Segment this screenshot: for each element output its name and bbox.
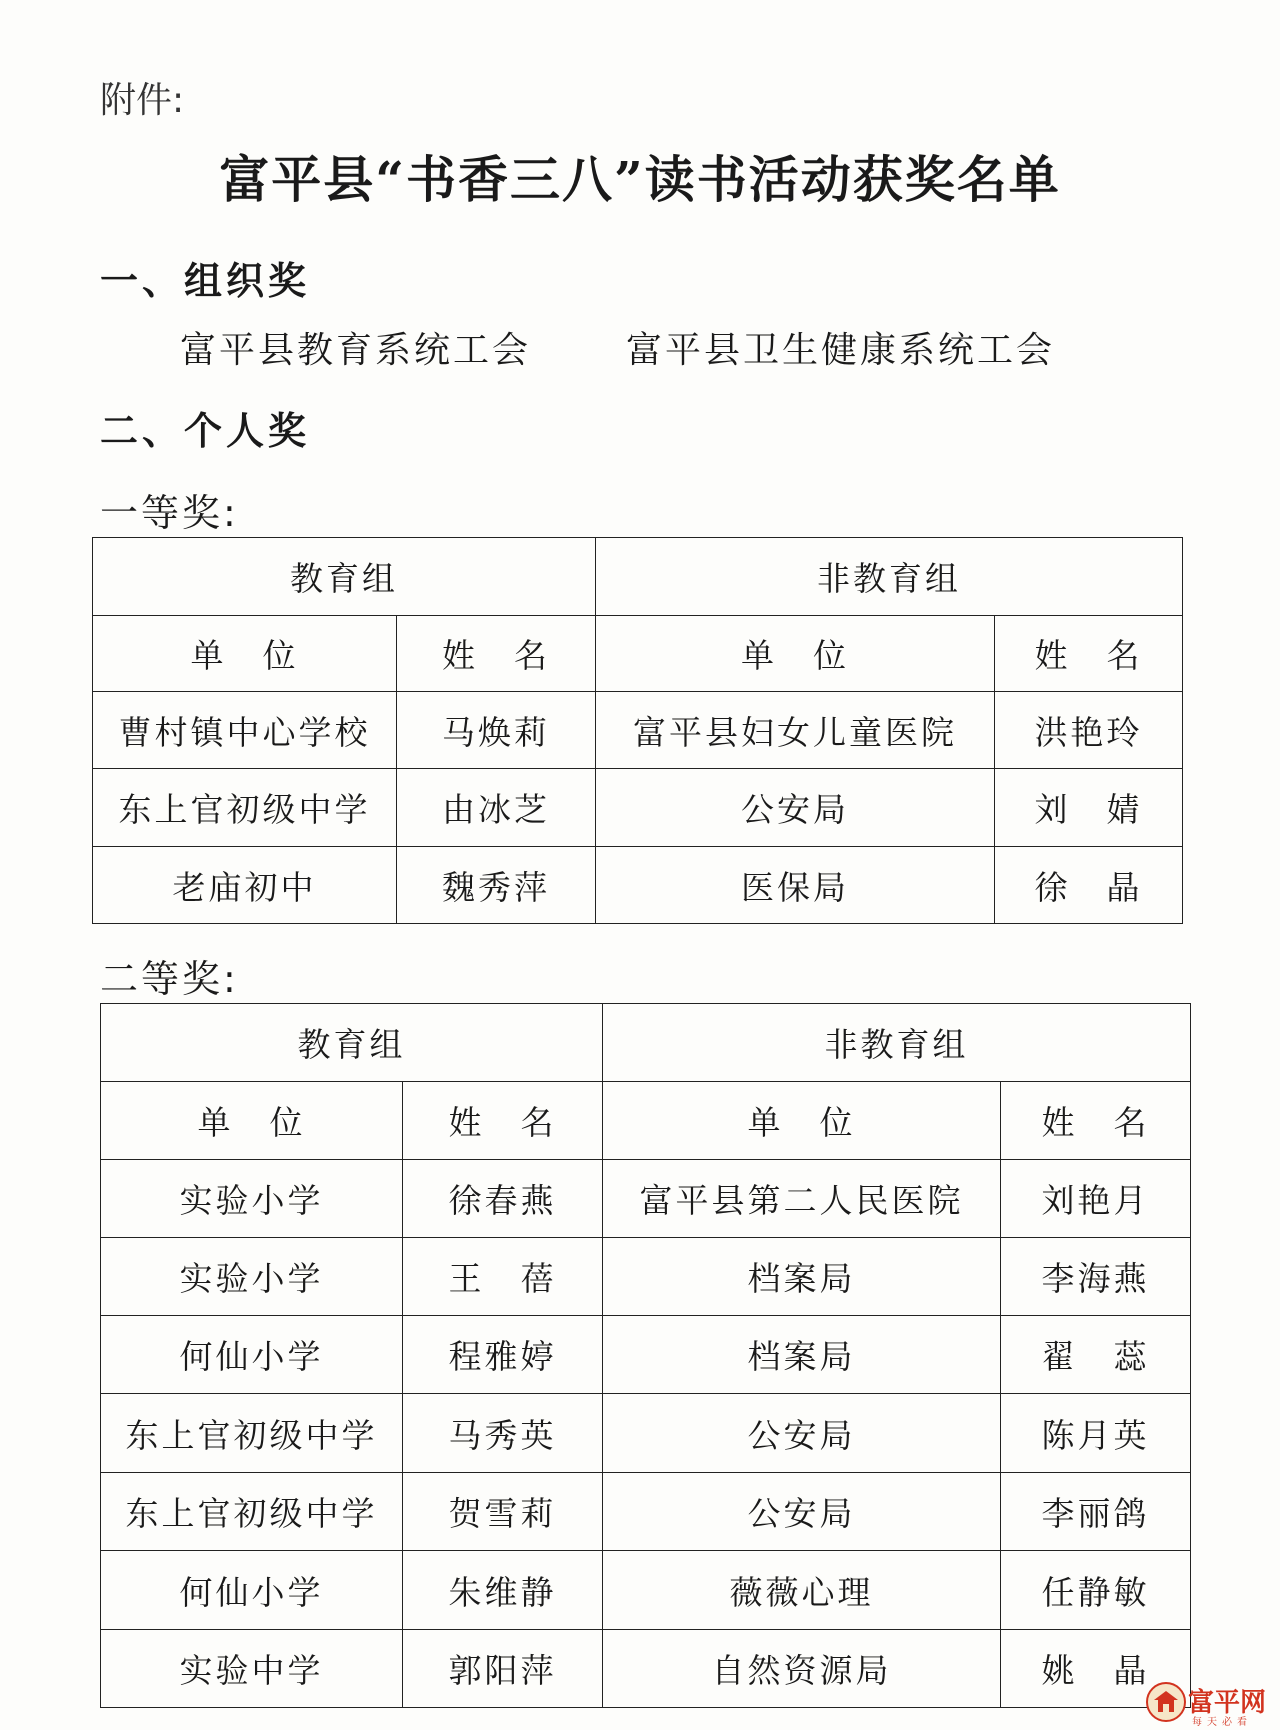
edu-name-cell: 郭阳萍 <box>403 1630 603 1708</box>
group-header-edu: 教育组 <box>93 538 596 616</box>
non-edu-unit-cell: 档案局 <box>603 1316 1001 1394</box>
col-header-name: 姓 名 <box>397 616 596 692</box>
non-edu-name-cell: 翟 蕊 <box>1001 1316 1191 1394</box>
table-row <box>93 847 1183 924</box>
col-header-name: 姓 名 <box>1001 1082 1191 1160</box>
second-prize-table <box>100 1003 1191 1708</box>
non-edu-name-cell: 刘艳月 <box>1001 1160 1191 1238</box>
group-header-edu: 教育组 <box>101 1004 603 1082</box>
watermark-brand: 富平网 <box>1188 1688 1267 1718</box>
col-header-unit: 单 位 <box>93 616 397 692</box>
edu-unit-cell: 老庙初中 <box>93 847 397 924</box>
non-edu-name-cell: 李海燕 <box>1001 1238 1191 1316</box>
table-row <box>101 1473 1191 1551</box>
edu-unit-cell: 实验中学 <box>101 1630 403 1708</box>
non-edu-unit-cell: 档案局 <box>603 1238 1001 1316</box>
edu-unit-cell: 东上官初级中学 <box>101 1473 403 1551</box>
second-prize-label: 二等奖: <box>100 957 239 1001</box>
non-edu-unit-cell: 公安局 <box>603 1473 1001 1551</box>
pagoda-icon <box>1146 1682 1186 1722</box>
non-edu-name-cell: 李丽鸽 <box>1001 1473 1191 1551</box>
edu-name-cell: 由冰芝 <box>397 769 596 847</box>
edu-unit-cell: 东上官初级中学 <box>93 769 397 847</box>
edu-name-cell: 徐春燕 <box>403 1160 603 1238</box>
non-edu-unit-cell: 自然资源局 <box>603 1630 1001 1708</box>
table-row <box>101 1238 1191 1316</box>
non-edu-name-cell: 刘 婧 <box>995 769 1183 847</box>
table-row <box>101 1394 1191 1473</box>
edu-name-cell: 魏秀萍 <box>397 847 596 924</box>
non-edu-name-cell: 陈月英 <box>1001 1394 1191 1473</box>
document-title: 富平县“书香三八”读书活动获奖名单 <box>219 150 1061 209</box>
edu-unit-cell: 实验小学 <box>101 1238 403 1316</box>
edu-unit-cell: 曹村镇中心学校 <box>93 692 397 769</box>
watermark-slogan: 每天必看 <box>1192 1717 1252 1728</box>
edu-name-cell: 贺雪莉 <box>403 1473 603 1551</box>
edu-unit-cell: 东上官初级中学 <box>101 1394 403 1473</box>
edu-name-cell: 马秀英 <box>403 1394 603 1473</box>
edu-unit-cell: 何仙小学 <box>101 1316 403 1394</box>
non-edu-name-cell: 徐 晶 <box>995 847 1183 924</box>
non-edu-unit-cell: 公安局 <box>596 769 995 847</box>
section-heading-individual: 二、个人奖 <box>100 408 311 453</box>
non-edu-unit-cell: 公安局 <box>603 1394 1001 1473</box>
non-edu-name-cell: 姚 晶 <box>1001 1630 1191 1708</box>
col-header-name: 姓 名 <box>403 1082 603 1160</box>
group-header-non-edu: 非教育组 <box>596 538 1183 616</box>
non-edu-unit-cell: 医保局 <box>596 847 995 924</box>
non-edu-name-cell: 任静敏 <box>1001 1551 1191 1630</box>
edu-unit-cell: 实验小学 <box>101 1160 403 1238</box>
table-row <box>101 1630 1191 1708</box>
edu-name-cell: 朱维静 <box>403 1551 603 1630</box>
table-row <box>93 769 1183 847</box>
col-header-unit: 单 位 <box>101 1082 403 1160</box>
col-header-name: 姓 名 <box>995 616 1183 692</box>
non-edu-name-cell: 洪艳玲 <box>995 692 1183 769</box>
non-edu-unit-cell: 富平县第二人民医院 <box>603 1160 1001 1238</box>
first-prize-label: 一等奖: <box>100 491 239 535</box>
non-edu-unit-cell: 富平县妇女儿童医院 <box>596 692 995 769</box>
col-header-unit: 单 位 <box>596 616 995 692</box>
table-row <box>101 1551 1191 1630</box>
non-edu-unit-cell: 薇薇心理 <box>603 1551 1001 1630</box>
table-row <box>101 1160 1191 1238</box>
edu-unit-cell: 何仙小学 <box>101 1551 403 1630</box>
table-row <box>93 692 1183 769</box>
section-heading-organization: 一、组织奖 <box>100 258 311 303</box>
edu-name-cell: 王 蓓 <box>403 1238 603 1316</box>
attachment-label: 附件: <box>100 80 185 121</box>
first-prize-table <box>92 537 1183 924</box>
group-header-non-edu: 非教育组 <box>603 1004 1191 1082</box>
site-watermark-logo <box>1146 1682 1276 1726</box>
edu-name-cell: 程雅婷 <box>403 1316 603 1394</box>
table-row <box>101 1316 1191 1394</box>
col-header-unit: 单 位 <box>603 1082 1001 1160</box>
org-award-2: 富平县卫生健康系统工会 <box>626 330 1056 371</box>
edu-name-cell: 马焕莉 <box>397 692 596 769</box>
org-award-1: 富平县教育系统工会 <box>180 330 532 371</box>
